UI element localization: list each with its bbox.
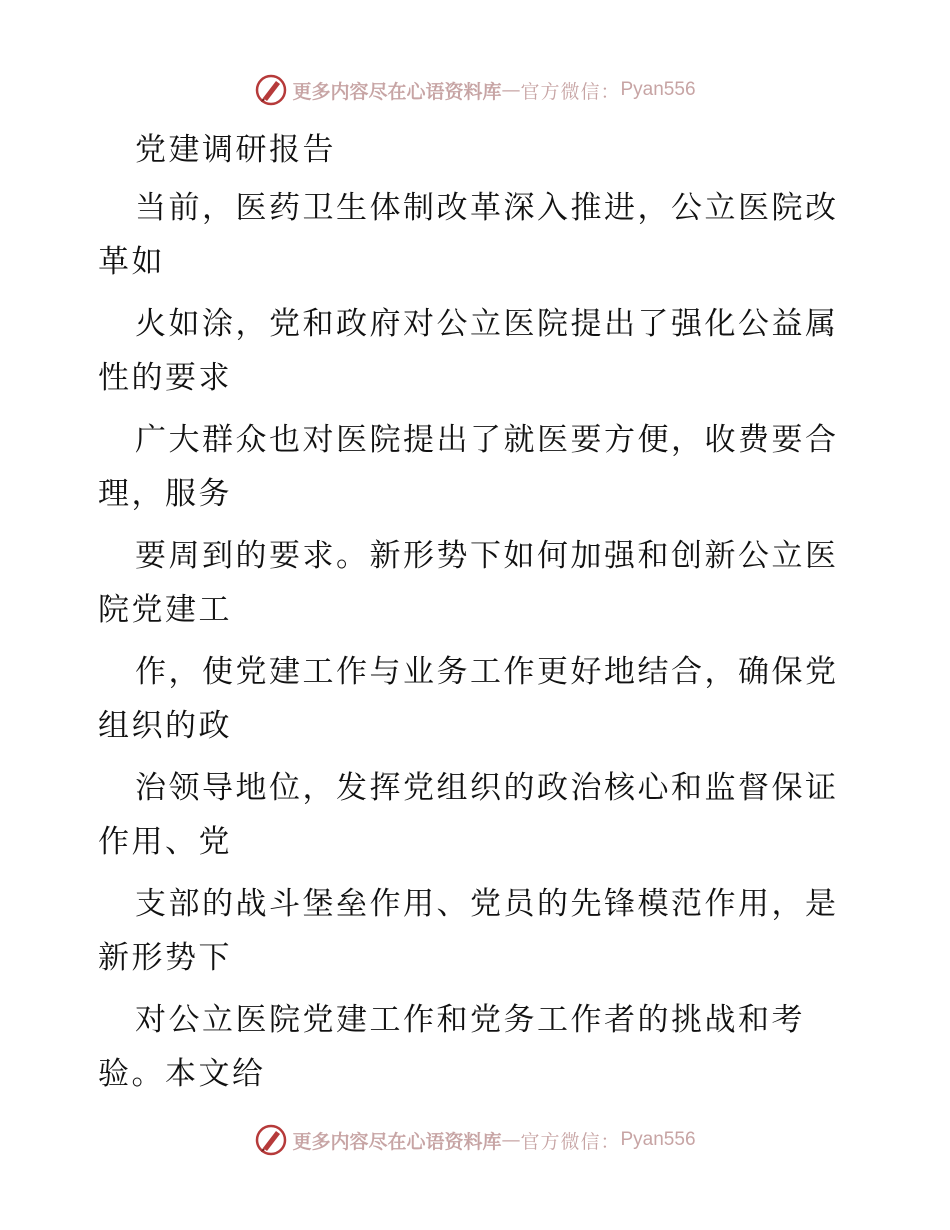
footer-brand-text: 更多内容尽在心语资料库 [292, 1130, 502, 1153]
paragraph-line: 作用、党 [98, 824, 232, 860]
paragraph-line: 新形势下 [98, 940, 232, 976]
paragraph-line: 验。本文给 [98, 1056, 266, 1092]
footer-separator: — [501, 1129, 521, 1151]
footer-wechat-handle: Pyan556 [620, 1129, 696, 1150]
footer-wechat-label: 官方微信： [520, 1130, 621, 1153]
header-wechat-handle: Pyan556 [620, 79, 696, 100]
paragraph-line: 作，使党建工作与业务工作更好地结合，确保党 [135, 654, 839, 690]
header-banner [0, 70, 950, 110]
paragraph-line: 理，服务 [98, 476, 232, 512]
paragraph-line: 当前，医药卫生体制改革深入推进，公立医院改 [135, 190, 839, 226]
paragraph-line: 组织的政 [98, 708, 232, 744]
paragraph-line: 对公立医院党建工作和党务工作者的挑战和考 [135, 1002, 805, 1038]
pen-logo-icon [254, 73, 288, 107]
paragraph-line: 支部的战斗堡垒作用、党员的先锋模范作用，是 [135, 886, 839, 922]
paragraph-line: 性的要求 [98, 360, 232, 396]
pen-logo-icon [254, 1123, 288, 1157]
paragraph-line: 院党建工 [98, 592, 232, 628]
footer-banner [0, 1120, 950, 1160]
paragraph-line: 广大群众也对医院提出了就医要方便，收费要合 [135, 422, 839, 458]
header-separator: — [501, 79, 521, 101]
header-wechat-label: 官方微信： [520, 80, 621, 103]
header-brand-text: 更多内容尽在心语资料库 [292, 80, 502, 103]
paragraph-line: 革如 [98, 244, 165, 280]
document-title: 党建调研报告 [135, 132, 336, 168]
paragraph-line: 火如涂，党和政府对公立医院提出了强化公益属 [135, 306, 839, 342]
paragraph-line: 治领导地位，发挥党组织的政治核心和监督保证 [135, 770, 839, 806]
paragraph-line: 要周到的要求。新形势下如何加强和创新公立医 [135, 538, 839, 574]
